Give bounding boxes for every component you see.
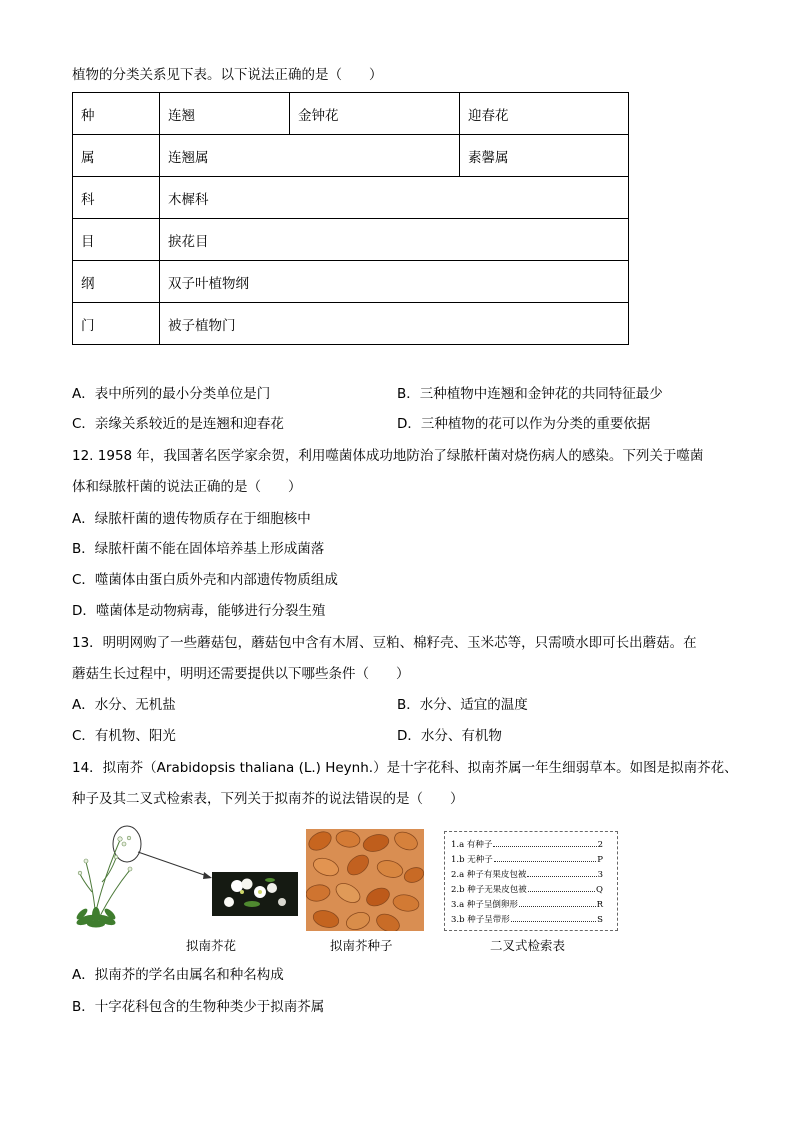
key-row-result: 2 <box>597 840 603 850</box>
seed-photo <box>306 829 424 931</box>
q12-option-a: A．绿脓杆菌的遗传物质存在于细胞核中 <box>72 511 311 527</box>
q14-stem-line2: 种子及其二叉式检索表，下列关于拟南芥的说法错误的是（ ） <box>72 791 464 807</box>
key-row-result: S <box>597 915 603 925</box>
q12-stem-line1: 12. 1958 年，我国著名医学家余贺，利用噬菌体成功地防治了绿脓杆菌对烧伤病人的感染。下列关于噬菌 <box>72 448 704 464</box>
key-row-result: 3 <box>597 870 603 880</box>
key-row-text: 3.b 种子呈带形 <box>451 915 510 925</box>
table-cell: 素馨属 <box>460 135 629 177</box>
q11-stem: 植物的分类关系见下表。以下说法正确的是（ ） <box>72 67 383 83</box>
q11-option-d: D．三种植物的花可以作为分类的重要依据 <box>397 416 651 432</box>
q12-option-d: D．噬菌体是动物病毒，能够进行分裂生殖 <box>72 603 326 619</box>
key-row-result: P <box>597 855 603 865</box>
q11-option-c: C．亲缘关系较近的是连翘和迎春花 <box>72 416 284 432</box>
pointer-arrow <box>138 852 210 877</box>
dichotomous-key <box>444 831 618 931</box>
table-row <box>73 177 629 219</box>
q12-stem-line2: 体和绿脓杆菌的说法正确的是（ ） <box>72 479 302 495</box>
key-row <box>451 883 603 895</box>
classification-table <box>72 92 629 345</box>
q14-stem-line1: 14．拟南芥（Arabidopsis thaliana (L.) Heynh.）是十字花科、拟南芥属一年生细弱草本。如图是拟南芥花、 <box>72 760 738 776</box>
plant-stems <box>80 840 130 920</box>
table-cell: 捩花目 <box>160 219 629 261</box>
table-row <box>73 135 629 177</box>
seed-caption: 拟南芥种子 <box>330 938 393 953</box>
q11-option-a: A．表中所列的最小分类单位是门 <box>72 386 271 402</box>
table-row <box>73 303 629 345</box>
key-row <box>451 838 603 850</box>
q13-stem-line2: 蘑菇生长过程中，明明还需要提供以下哪些条件（ ） <box>72 666 410 682</box>
table-cell: 金钟花 <box>290 93 460 135</box>
q14-option-a: A．拟南芥的学名由属名和种名构成 <box>72 967 284 983</box>
rank-cell: 纲 <box>73 261 160 303</box>
q13-option-c: C．有机物、阳光 <box>72 728 176 744</box>
key-row-text: 2.a 种子有果皮包被 <box>451 870 527 880</box>
table-row <box>73 261 629 303</box>
q12-option-c: C．噬菌体由蛋白质外壳和内部遗传物质组成 <box>72 572 338 588</box>
table-cell: 被子植物门 <box>160 303 629 345</box>
arabidopsis-plant-figure <box>72 822 302 932</box>
key-row-text: 1.a 有种子 <box>451 840 493 850</box>
key-row-result: R <box>596 900 603 910</box>
q13-stem-line1: 13．明明网购了一些蘑菇包，蘑菇包中含有木屑、豆粕、棉籽壳、玉米芯等，只需喷水即可长出蘑菇。在 <box>72 635 697 651</box>
key-row <box>451 868 603 880</box>
key-row-text: 3.a 种子呈倒卵形 <box>451 900 518 910</box>
key-row <box>451 913 603 925</box>
q13-option-b: B．水分、适宜的温度 <box>397 697 528 713</box>
rank-cell: 目 <box>73 219 160 261</box>
table-cell: 连翘属 <box>160 135 460 177</box>
q11-option-b: B．三种植物中连翘和金钟花的共同特征最少 <box>397 386 663 402</box>
q13-option-d: D．水分、有机物 <box>397 728 502 744</box>
flower-caption: 拟南芥花 <box>186 938 237 953</box>
key-row-result: Q <box>596 885 603 895</box>
table-cell: 连翘 <box>160 93 290 135</box>
rank-cell: 门 <box>73 303 160 345</box>
plant-flowers <box>78 836 132 875</box>
rank-cell: 种 <box>73 93 160 135</box>
q12-option-b: B．绿脓杆菌不能在固体培养基上形成菌落 <box>72 541 325 557</box>
key-caption: 二叉式检索表 <box>490 938 566 953</box>
key-row <box>451 853 603 865</box>
table-cell: 木樨科 <box>160 177 629 219</box>
table-cell: 双子叶植物纲 <box>160 261 629 303</box>
key-row-text: 2.b 种子无果皮包被 <box>451 885 527 895</box>
table-row <box>73 93 629 135</box>
table-row <box>73 219 629 261</box>
rank-cell: 属 <box>73 135 160 177</box>
key-row-text: 1.b 无种子 <box>451 855 493 865</box>
q14-option-b: B．十字花科包含的生物种类少于拟南芥属 <box>72 999 325 1015</box>
rosette-leaves <box>75 907 117 928</box>
table-cell: 迎春花 <box>460 93 629 135</box>
q13-option-a: A．水分、无机盐 <box>72 697 176 713</box>
key-row <box>451 898 603 910</box>
rank-cell: 科 <box>73 177 160 219</box>
